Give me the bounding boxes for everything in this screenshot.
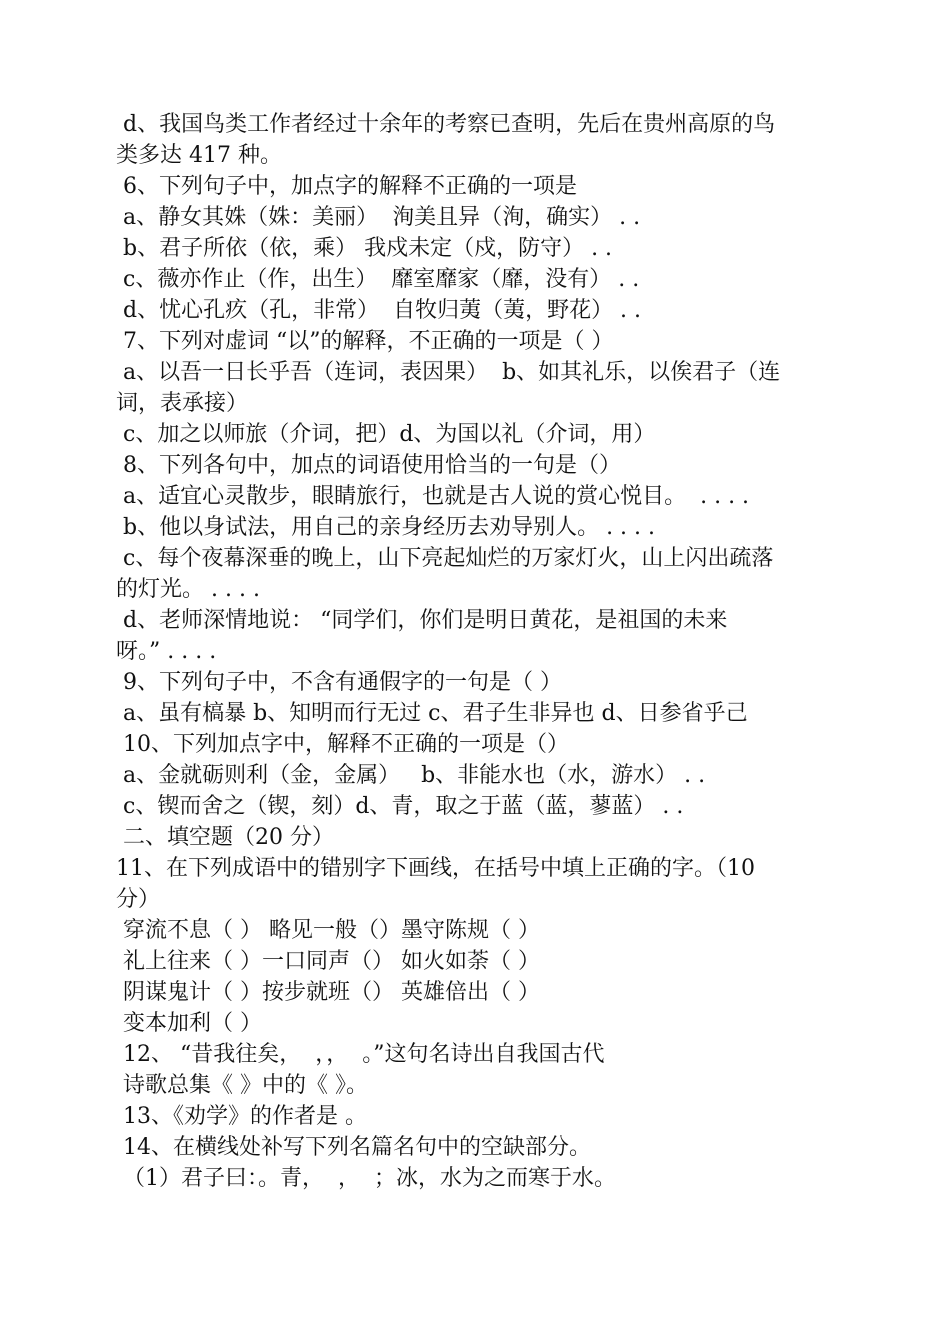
text-line: 分） [116, 887, 161, 912]
question-11-stem: 11、在下列成语中的错别字下画线，在括号中填上正确的字。（10 [116, 856, 755, 881]
question-9-stem: 9、下列句子中，不含有通假字的一句是（ ） [116, 670, 562, 695]
question-10-stem: 10、下列加点字中，解释不正确的一项是（） [116, 732, 569, 757]
question-10-option-cd: c、锲而舍之（锲，刻）d、青，取之于蓝（蓝，蓼蓝） . . [116, 794, 684, 819]
idiom-row: 变本加利（ ） [116, 1011, 262, 1036]
text-line: d、我国鸟类工作者经过十余年的考察已查明，先后在贵州高原的鸟 [116, 112, 776, 137]
question-12-stem: 12、 “昔我往矣， ，， 。”这句名诗出自我国古代 [116, 1042, 605, 1067]
question-7-option-ab: a、以吾一日长乎吾（连词，表因果） b、如其礼乐，以俟君子（连 [116, 360, 781, 385]
question-8-option-b: b、他以身试法，用自己的亲身经历去劝导别人。 . . . . [116, 515, 656, 540]
question-6-option-d: d、忧心孔疚（孔，非常） 自牧归荑（荑，野花） . . [116, 298, 642, 323]
text-line: 呀。” . . . . [116, 639, 217, 664]
text-line: 词，表承接） [116, 391, 249, 416]
question-8-option-c: c、每个夜幕深垂的晚上，山下亮起灿烂的万家灯火，山上闪出疏落 [116, 546, 774, 571]
question-7-option-cd: c、加之以师旅（介词，把）d、为国以礼（介词，用） [116, 422, 656, 447]
text-line: 的灯光。 . . . . [116, 577, 260, 602]
question-7-stem: 7、下列对虚词 “以”的解释，不正确的一项是（ ） [116, 329, 614, 354]
question-6-option-b: b、君子所依（依，乘） 我戍未定（戍，防守） . . [116, 236, 613, 261]
question-6-stem: 6、下列句子中，加点字的解释不正确的一项是 [116, 174, 577, 199]
question-14-item-1: （1）君子曰：。青， ， ；冰，水为之而寒于水。 [116, 1166, 616, 1191]
question-13-stem: 13、《劝学》的作者是 。 [116, 1104, 367, 1129]
section-heading: 二、填空题（20 分） [116, 825, 334, 850]
question-6-option-c: c、薇亦作止（作，出生） 靡室靡家（靡，没有） . . [116, 267, 640, 292]
idiom-row: 阴谋鬼计（ ）按步就班（） 英雄倍出（ ） [116, 980, 540, 1005]
question-10-option-ab: a、金就砺则利（金，金属） b、非能水也（水，游水） . . [116, 763, 706, 788]
question-9-options: a、虽有槁暴 b、知明而行无过 c、君子生非异也 d、日参省乎己 [116, 701, 748, 726]
text-line: 类多达 417 种。 [116, 143, 282, 168]
idiom-row: 穿流不息（ ） 略见一般（）墨守陈规（ ） [116, 918, 540, 943]
question-8-stem: 8、下列各句中，加点的词语使用恰当的一句是（） [116, 453, 621, 478]
text-line: 诗歌总集《 》中的《 》。 [116, 1073, 368, 1098]
question-6-option-a: a、静女其姝（姝：美丽） 洵美且异（洵，确实） . . [116, 205, 641, 230]
question-8-option-d: d、老师深情地说： “同学们，你们是明日黄花，是祖国的未来 [116, 608, 728, 633]
question-14-stem: 14、在横线处补写下列名篇名句中的空缺部分。 [116, 1135, 591, 1160]
document-body [116, 109, 856, 1194]
idiom-row: 礼上往来（ ）一口同声（） 如火如荼（ ） [116, 949, 540, 974]
question-8-option-a: a、适宜心灵散步，眼睛旅行，也就是古人说的赏心悦目。 . . . . [116, 484, 750, 509]
